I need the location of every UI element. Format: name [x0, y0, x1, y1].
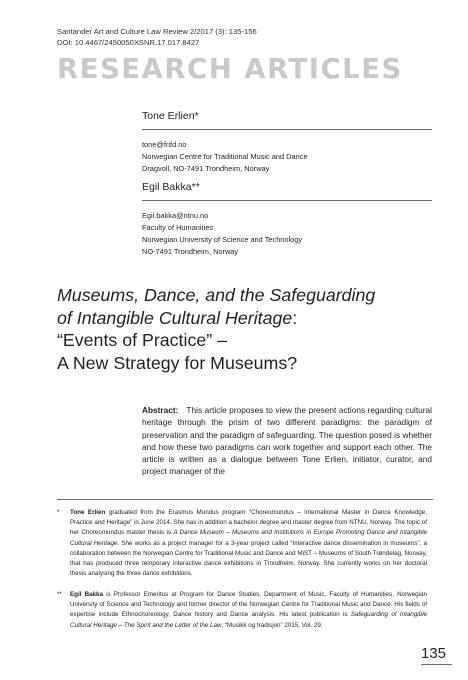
author-name: Tone Erlien* — [142, 110, 432, 130]
footnote-2 — [57, 590, 427, 631]
footnote-1 — [57, 508, 427, 579]
footnote-italic: A Dance Museum – Museums and Institutions in Europe Promoting Dance and Intangible Cultural Heritage — [70, 529, 427, 547]
title-line-2-rest: : — [292, 307, 298, 328]
journal-header — [57, 27, 257, 48]
footnote-author: Egil Bakka — [70, 591, 103, 598]
article-title — [57, 284, 417, 374]
author-institution: Norwegian University of Science and Technology — [142, 235, 303, 244]
title-line-2-italic: of Intangible Cultural Heritage — [57, 307, 293, 328]
author-affiliation — [142, 139, 432, 175]
page-number-rule — [421, 664, 452, 665]
title-line-1: Museums, Dance, and the Safeguarding — [57, 285, 376, 305]
author-address: NO-7491 Trondheim, Norway — [142, 247, 239, 256]
author-email: tone@frifd.no — [142, 140, 187, 149]
abstract-text: This article proposes to view the present actions regarding cultural heritage through the prism of two different paradigms: the paradigm of preservation and the paradigm of safeguarding. The question posed is whether and how these two paradigms can work together and support each other. The article is written as a dialogue between Tone Erlien, initiator, curator, and project manager of the — [142, 405, 432, 477]
footnote-text: . She works as a project manager for a 3-year project called “Interactive dance dissemination in museums”, a collaboration between the Norwegian Centre for Traditional Music and Dance and MiST – Museums of South Trøndelag, Norway, that has produced three temporary interactive dance exhibitions in Trondheim, Norway. She currently works on her doctoral thesis analysing the three dance exhibitions. — [70, 539, 427, 578]
footnote-text: , “Musikk og tradisjon” 2015, Vol. 29. — [221, 621, 323, 629]
abstract-label: Abstract: — [142, 405, 179, 415]
author-institution: Norwegian Centre for Traditional Music and Dance — [142, 152, 308, 161]
footnote-author: Tone Erlien — [70, 509, 106, 516]
title-line-3: “Events of Practice” – — [57, 330, 227, 350]
journal-doi: DOI: 10.4467/2450050XSNR.17.017.8427 — [57, 37, 200, 47]
footnote-divider — [57, 499, 433, 500]
author-affiliation — [142, 210, 432, 258]
journal-citation: Santander Art and Culture Law Review 2/2017 (3): 135-156 — [57, 27, 257, 36]
author-email: Egil.bakka@ntnu.no — [142, 211, 209, 220]
author-block-2 — [142, 181, 432, 258]
title-line-4: A New Strategy for Museums? — [57, 352, 298, 373]
author-block-1 — [142, 110, 432, 175]
footnote-text: is Professor Emeritus at Program for Dance Studies, Department of Music, Faculty of Humanities, Norwegian University of Science and Technology and former director of the Norwegian Centre for Traditional Music and Dance. His fields of expertise include Ethnochoreology, Dance history and Dance analysis. His latest publication is — [70, 591, 427, 619]
abstract — [142, 404, 432, 478]
footnote-text: graduated from the Erasmus Mundus program “Choreomundus – International Master in Dance Knowledge, Practice and Heritage” in June 2014. She has in addition a bachelor degree and master degree from NTNU, Norway. The topic of her Choreomundus master thesis is — [70, 509, 427, 537]
section-title: RESEARCH ARTICLES — [57, 53, 403, 85]
footnote-mark: ** — [57, 591, 62, 598]
author-faculty: Faculty of Humanities — [142, 223, 214, 232]
footnote-italic: Safeguarding of Intangible Cultural Heritage – The Spirit and the Letter of the Law — [70, 611, 427, 629]
author-name: Egil Bakka** — [142, 181, 432, 201]
author-address: Dragvoll, NO-7491 Trondheim, Norway — [142, 164, 270, 173]
footnote-mark: * — [57, 509, 60, 516]
page-number: 135 — [421, 645, 447, 662]
